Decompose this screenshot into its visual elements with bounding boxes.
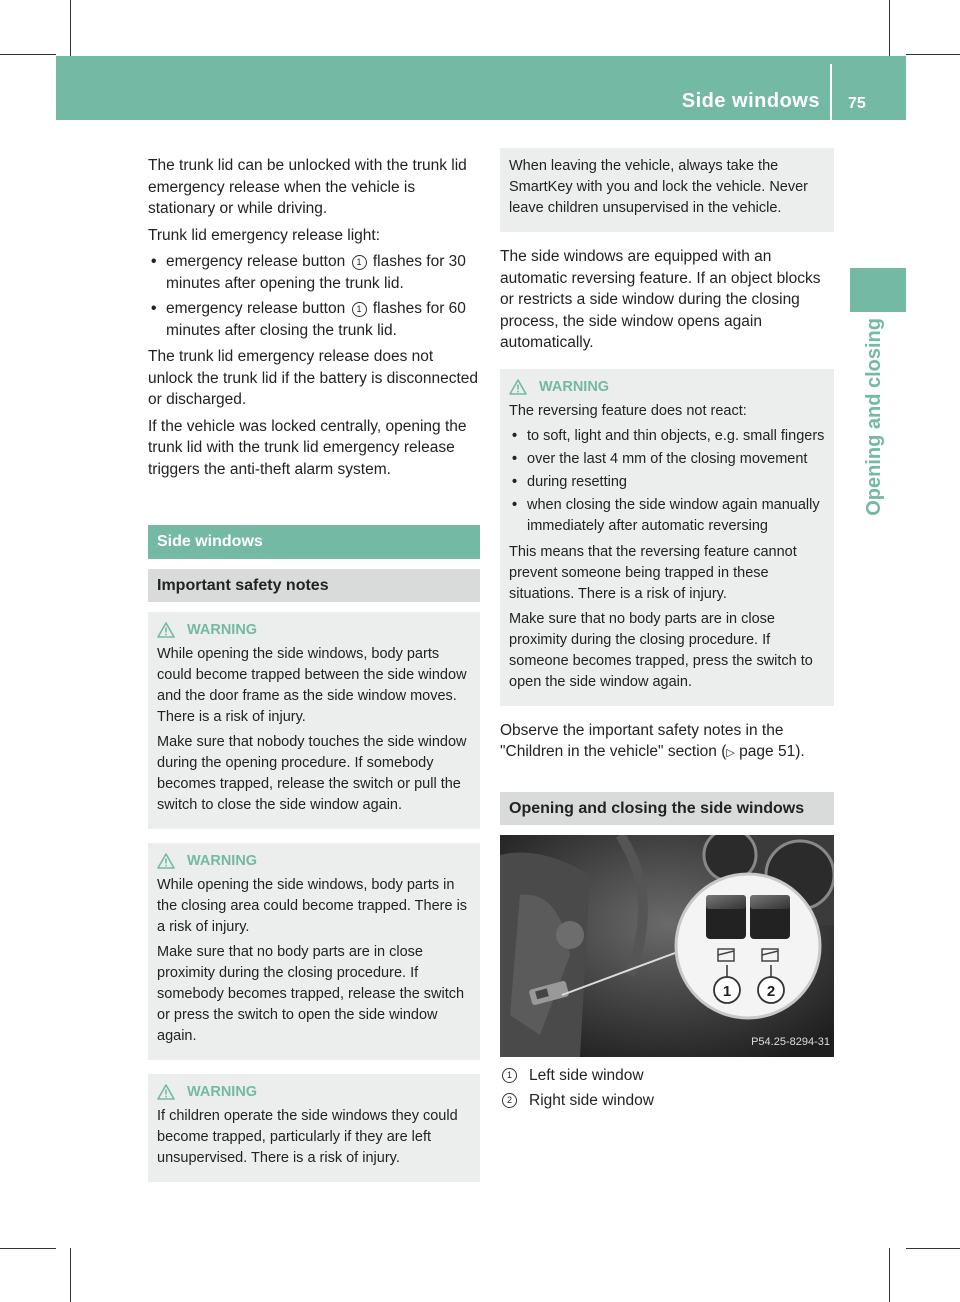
subsection-heading: Important safety notes bbox=[148, 569, 480, 602]
page-header-title: Side windows bbox=[681, 90, 820, 112]
section-heading: Side windows bbox=[148, 525, 480, 559]
section-heading: Opening and closing the side windows bbox=[500, 792, 834, 825]
warning-text: When leaving the vehicle, always take the SmartKey with you and lock the vehicle. Never leave children unsupervised in the vehicle. bbox=[509, 158, 808, 216]
list-item: • when closing the side window again manually immediately after automatic reversing bbox=[509, 495, 825, 537]
bullet-text: flashes for 60 minutes after closing the trunk lid. bbox=[166, 300, 466, 339]
warning-label: WARNING bbox=[539, 378, 610, 395]
warning-text: Make sure that no body parts are in close proximity during the closing procedure. If someone becomes trapped, press the switch to open the side window again. bbox=[509, 610, 813, 690]
warning-text: Make sure that nobody touches the side window during the opening procedure. If somebody becomes trapped, release the switch or pull the switch to close the side window again. bbox=[157, 733, 467, 813]
callout-number: 1 bbox=[722, 982, 732, 1000]
warning-heading bbox=[157, 1082, 471, 1103]
left-column bbox=[148, 155, 480, 1196]
crop-mark bbox=[906, 54, 960, 55]
warning-box bbox=[500, 369, 834, 706]
paragraph bbox=[500, 720, 834, 765]
callout-number: 1 bbox=[352, 255, 367, 270]
warning-text: While opening the side windows, body parts could become trapped between the side window and the door frame as the side window moves. There is a risk of injury. bbox=[157, 645, 467, 725]
bullet-list bbox=[509, 426, 825, 537]
chapter-tab bbox=[850, 268, 906, 312]
bullet-text: flashes for 30 minutes after opening the trunk lid. bbox=[166, 253, 466, 292]
header-divider bbox=[830, 64, 832, 120]
warning-label: WARNING bbox=[187, 621, 258, 638]
warning-heading bbox=[157, 620, 471, 641]
warning-label: WARNING bbox=[187, 1083, 258, 1100]
legend-text: Left side window bbox=[529, 1066, 644, 1084]
door-panel-illustration bbox=[500, 835, 834, 1057]
crop-mark bbox=[889, 0, 890, 56]
warning-box bbox=[148, 612, 480, 829]
list-item bbox=[148, 298, 480, 341]
list-item bbox=[148, 251, 480, 294]
callout-number: 1 bbox=[502, 1068, 517, 1083]
paragraph: The trunk lid emergency release does not unlock the trunk lid if the battery is disconnected or discharged. bbox=[148, 348, 478, 408]
paragraph-text: Observe the important safety notes in the "Children in the vehicle" section ( bbox=[500, 721, 784, 760]
crop-mark bbox=[0, 54, 56, 55]
window-switch-figure bbox=[500, 835, 834, 1057]
paragraph: If the vehicle was locked centrally, opening the trunk lid with the trunk lid emergency release triggers the anti-theft alarm system. bbox=[148, 417, 467, 478]
page-reference[interactable]: page 51). bbox=[734, 743, 805, 760]
paragraph: Trunk lid emergency release light: bbox=[148, 226, 381, 244]
page-number: 75 bbox=[848, 95, 866, 112]
crop-mark bbox=[889, 1248, 890, 1302]
warning-text: While opening the side windows, body parts in the closing area could become trapped. There is a risk of injury. bbox=[157, 876, 468, 935]
warning-box bbox=[148, 843, 480, 1060]
legend-item bbox=[500, 1090, 834, 1112]
callout-number: 2 bbox=[502, 1093, 517, 1108]
warning-triangle-icon bbox=[157, 853, 175, 869]
legend-text: Right side window bbox=[529, 1092, 654, 1109]
warning-triangle-icon bbox=[509, 379, 527, 395]
callout-number: 2 bbox=[766, 982, 776, 1000]
crop-mark bbox=[906, 1248, 960, 1249]
list-item: • during resetting bbox=[509, 472, 825, 493]
chapter-label: Opening and closing bbox=[863, 318, 885, 516]
bullet-text: emergency release button bbox=[166, 253, 346, 270]
list-item: • to soft, light and thin objects, e.g. small fingers bbox=[509, 426, 825, 447]
warning-text: This means that the reversing feature cannot prevent someone being trapped in these situations. There is a risk of injury. bbox=[509, 543, 797, 602]
callout-number: 1 bbox=[352, 302, 367, 317]
warning-text: The reversing feature does not react: bbox=[509, 402, 747, 419]
warning-label: WARNING bbox=[187, 852, 258, 869]
paragraph: The trunk lid can be unlocked with the trunk lid emergency release when the vehicle is stationary or while driving. bbox=[148, 157, 467, 217]
page-reference-arrow-icon: ▷ bbox=[726, 747, 735, 759]
warning-box-continued bbox=[500, 148, 834, 232]
list-item: • over the last 4 mm of the closing movement bbox=[509, 449, 825, 470]
warning-triangle-icon bbox=[157, 622, 175, 638]
crop-mark bbox=[70, 1248, 71, 1302]
figure-code: P54.25-8294-31 bbox=[751, 1036, 830, 1048]
right-column bbox=[500, 148, 834, 1116]
warning-box bbox=[148, 1074, 480, 1182]
crop-mark bbox=[70, 0, 71, 56]
warning-text: Make sure that no body parts are in close proximity during the closing procedure. If somebody becomes trapped, release the switch or press the switch to open the side window again. bbox=[157, 943, 465, 1044]
bullet-text: emergency release button bbox=[166, 300, 346, 317]
legend-item bbox=[500, 1065, 834, 1087]
paragraph: The side windows are equipped with an automatic reversing feature. If an object blocks or restricts a side window during the closing process, the side window opens again automatically. bbox=[500, 248, 821, 351]
warning-text: If children operate the side windows they could become trapped, particularly if they are left unsupervised. There is a risk of injury. bbox=[157, 1107, 458, 1166]
warning-heading bbox=[509, 377, 825, 398]
bullet-list bbox=[148, 251, 480, 341]
warning-triangle-icon bbox=[157, 1084, 175, 1100]
warning-heading bbox=[157, 851, 471, 872]
crop-mark bbox=[0, 1248, 56, 1249]
